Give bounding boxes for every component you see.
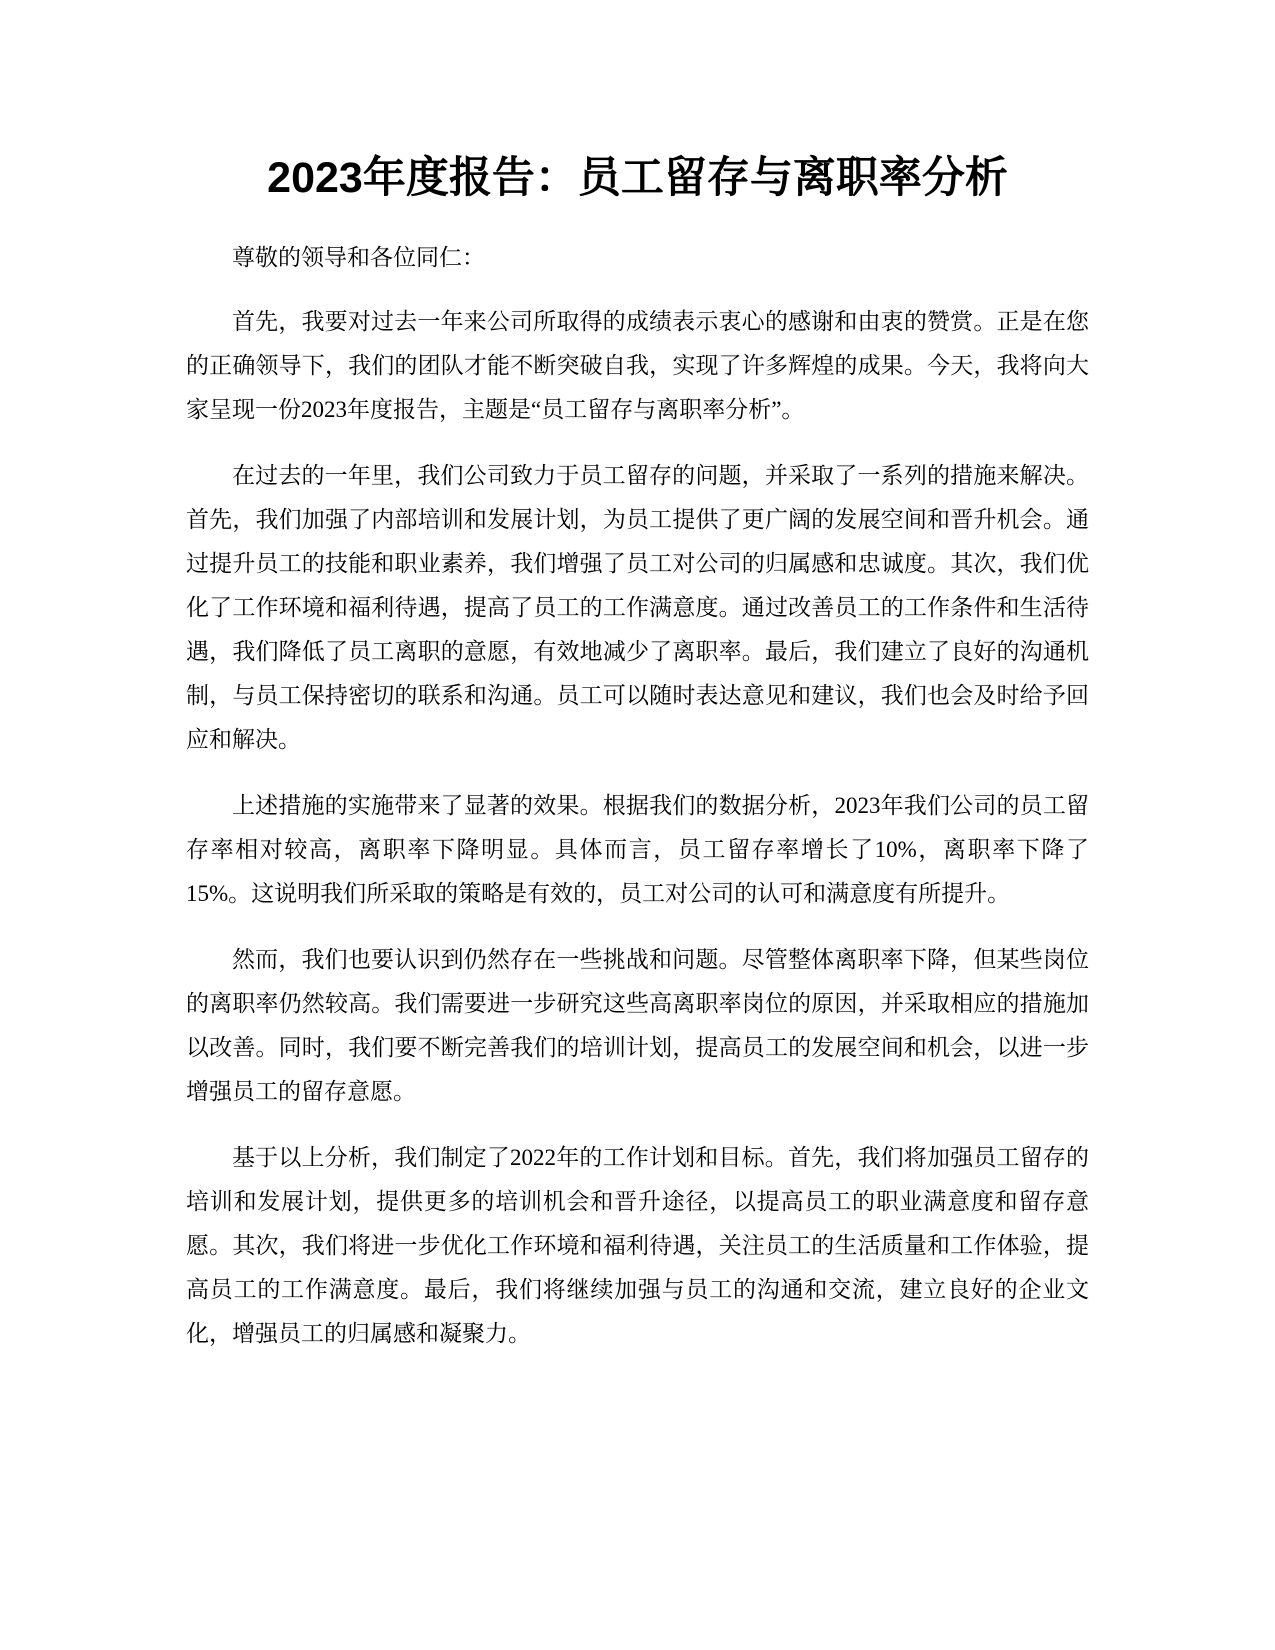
paragraph-results: 上述措施的实施带来了显著的效果。根据我们的数据分析，2023年我们公司的员工留存率相对较高，离职率下降明显。具体而言，员工留存率增长了10%，离职率下降了15%。这说明我们所采取的策略是有效的，员工对公司的认可和满意度有所提升。 xyxy=(186,793,1089,906)
paragraph-intro: 首先，我要对过去一年来公司所取得的成绩表示衷心的感谢和由衷的赞赏。正是在您的正确领导下，我们的团队才能不断突破自我，实现了许多辉煌的成果。今天，我将向大家呈现一份2023年度报告，主题是“员工留存与离职率分析”。 xyxy=(186,309,1089,422)
paragraph-plan: 基于以上分析，我们制定了2022年的工作计划和目标。首先，我们将加强员工留存的培训和发展计划，提供更多的培训机会和晋升途径，以提高员工的职业满意度和留存意愿。其次，我们将进一步优化工作环境和福利待遇，关注员工的生活质量和工作体验，提高员工的工作满意度。最后，我们将继续加强与员工的沟通和交流，建立良好的企业文化，增强员工的归属感和凝聚力。 xyxy=(186,1145,1089,1346)
paragraph-measures: 在过去的一年里，我们公司致力于员工留存的问题，并采取了一系列的措施来解决。首先，我们加强了内部培训和发展计划，为员工提供了更广阔的发展空间和晋升机会。通过提升员工的技能和职业素养，我们增强了员工对公司的归属感和忠诚度。其次，我们优化了工作环境和福利待遇，提高了员工的工作满意度。通过改善员工的工作条件和生活待遇，我们降低了员工离职的意愿，有效地减少了离职率。最后，我们建立了良好的沟通机制，与员工保持密切的联系和沟通。员工可以随时表达意见和建议，我们也会及时给予回应和解决。 xyxy=(186,463,1089,752)
salutation: 尊敬的领导和各位同仁： xyxy=(232,245,485,270)
paragraph-challenges: 然而，我们也要认识到仍然存在一些挑战和问题。尽管整体离职率下降，但某些岗位的离职率仍然较高。我们需要进一步研究这些高离职率岗位的原因，并采取相应的措施加以改善。同时，我们要不断完善我们的培训计划，提高员工的发展空间和机会，以进一步增强员工的留存意愿。 xyxy=(186,947,1089,1104)
page-title: 2023年度报告：员工留存与离职率分析 xyxy=(267,154,1008,202)
document-body xyxy=(186,236,1089,1378)
